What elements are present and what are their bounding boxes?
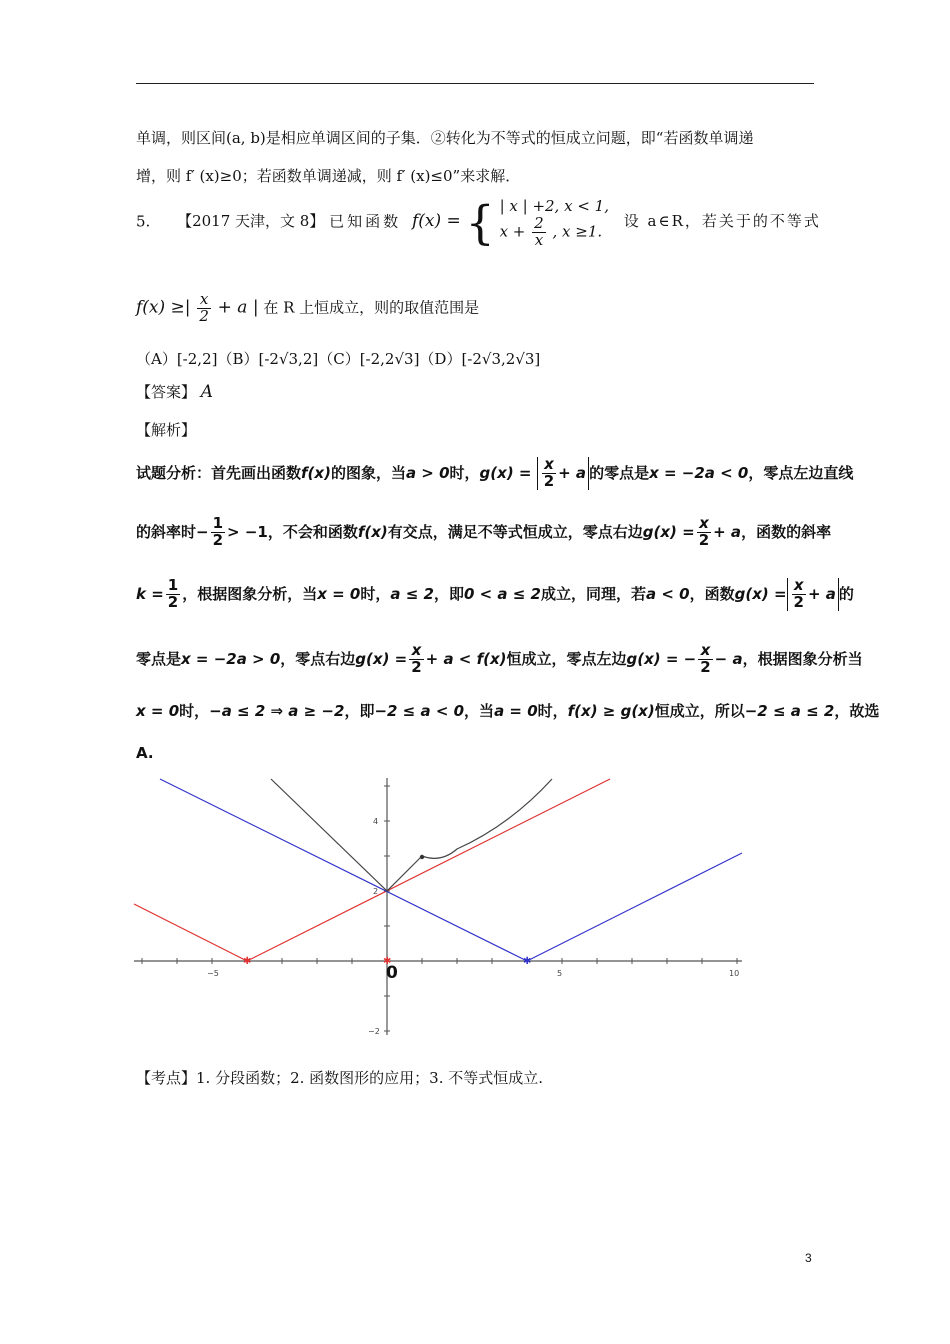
problem-inequality: f(x) ≥| $\frac{x}{2}$ + a | 在 R 上恒成立，则的取值范围是	[136, 290, 480, 325]
problem-fx: f(x) =	[411, 211, 461, 232]
answer-value: A	[200, 382, 214, 402]
blue-line-g-minus	[160, 779, 742, 961]
case2-fraction: $\frac{2}{x}$	[534, 214, 544, 249]
zero-marker-red: ✱	[243, 956, 252, 967]
x-tick-label: 10	[729, 969, 740, 978]
problem-source: 【2017 天津，文 8】	[177, 212, 325, 231]
analysis-line-6: A.	[136, 744, 154, 762]
point-marker	[420, 855, 424, 859]
analysis-label: 【解析】	[136, 421, 197, 439]
x-tick-label: 5	[557, 969, 563, 978]
y-tick-label: 4	[373, 817, 379, 826]
zero-marker-origin: ✱	[383, 956, 392, 967]
y-tick-label: −2	[368, 1027, 380, 1036]
analysis-line-4: 零点是x = −2a > 0，零点右边g(x) = $\frac{x}{2}$ + a < f(x)恒成立，零点左边g(x) = − $\frac{x}{2}$ − a，根据图象分析当	[136, 641, 863, 676]
problem-stem-b: 设 a∈R，若关于的不等式	[623, 212, 821, 231]
analysis-line-5: x = 0时，−a ≤ 2 ⇒ a ≥ −2，即−2 ≤ a < 0，当a = 0时，f(x) ≥ g(x)恒成立，所以−2 ≤ a ≤ 2，故选	[136, 702, 880, 720]
piecewise-case-2: x + $\frac{2}{x}$ , x ≥1.	[499, 214, 603, 249]
problem-stem-a: 已知函数	[329, 212, 402, 231]
analysis-line-2: 的斜率时− $\frac{1}{2}$ > −1，不会和函数f(x)有交点，满足不等式恒成立，零点右边g(x) = $\frac{x}{2}$ + a，函数的斜率	[136, 514, 832, 549]
red-line-g-plus	[134, 779, 610, 961]
problem-stem-c: 在 R 上恒成立，则的取值范围是	[263, 298, 480, 317]
answer-label: 【答案】	[136, 383, 197, 401]
piecewise-case-1: | x | +2, x < 1,	[499, 197, 609, 215]
problem-choices: （A）[-2,2]（B）[-2√3,2]（C）[-2,2√3]（D）[-2√3,2√3]	[136, 350, 541, 368]
piecewise-brace: {	[465, 195, 495, 250]
y-tick-label: 2	[373, 887, 379, 896]
kaodian-label: 【考点】	[136, 1069, 197, 1087]
gray-line-f-left	[271, 779, 422, 891]
ineq-fraction: $\frac{x}{2}$	[199, 290, 209, 325]
page-number: 3	[805, 1251, 812, 1265]
problem-number: 5.	[136, 212, 151, 231]
kaodian-text: 1. 分段函数；2. 函数图形的应用；3. 不等式恒成立.	[196, 1069, 544, 1087]
gray-curve-f-right	[422, 779, 552, 858]
kaodian-line	[136, 1067, 543, 1088]
analysis-line-1: 试题分析：首先画出函数f(x)的图象，当a > 0时，g(x) = $\frac{x}{2}$ + a 的零点是x = −2a < 0，零点左边直线	[136, 455, 854, 490]
analysis-line-3: k = $\frac{1}{2}$ ，根据图象分析，当x = 0时，a ≤ 2，即0 < a ≤ 2成立，同理，若a < 0，函数g(x) = $\frac{x}{2}$ + a 的	[136, 576, 854, 611]
zero-marker-blue: ✱	[523, 956, 532, 967]
x-tick-label: −5	[207, 969, 219, 978]
intro-line-1: 单调，则区间(a, b)是相应单调区间的子集．②转化为不等式的恒成立问题，即“若函数单调递	[136, 129, 754, 147]
origin-label: 0	[386, 963, 398, 983]
intro-line-2: 增，则 f′ (x)≥0；若函数单调递减，则 f′ (x)≤0”来求解．	[136, 167, 521, 185]
